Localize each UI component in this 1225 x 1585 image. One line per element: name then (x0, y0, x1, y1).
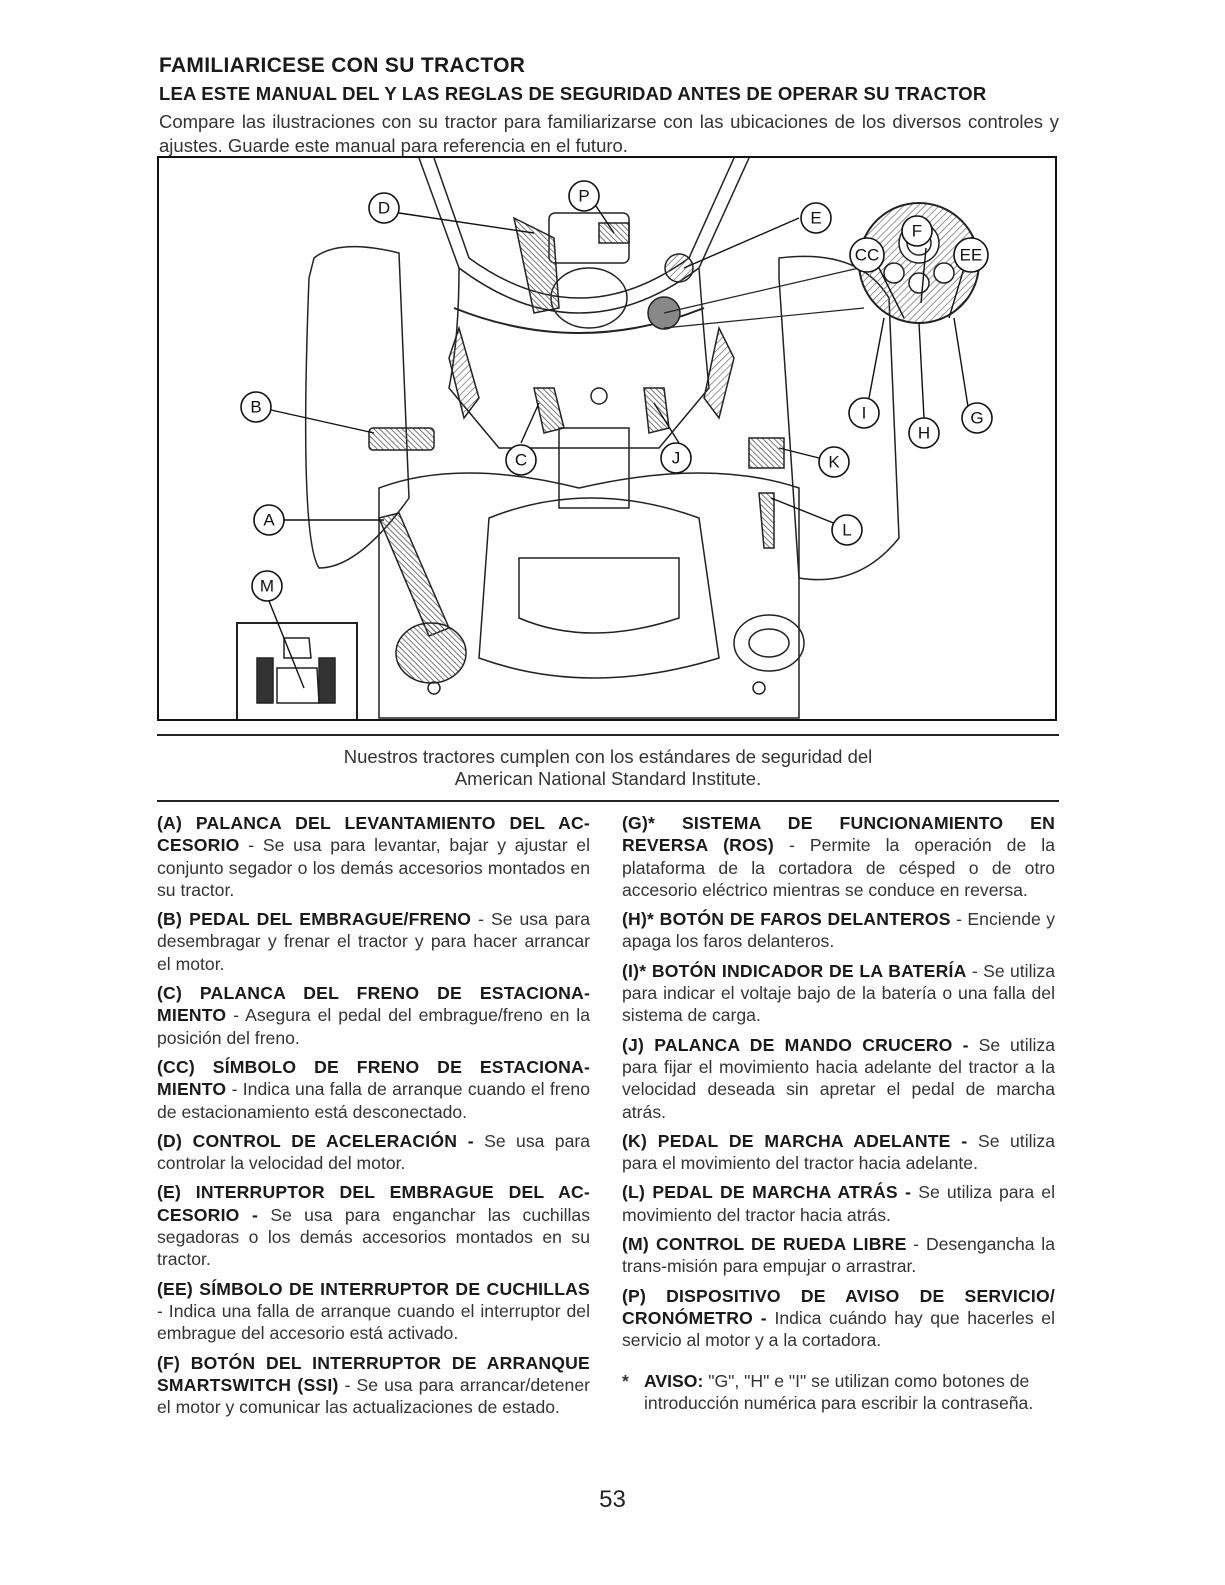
note-asterisk: * (622, 1370, 629, 1391)
svg-text:L: L (842, 520, 852, 540)
entry-a: (A) PALANCA DEL LEVANTAMIENTO DEL AC-CESORIO - Se usa para levantar, bajar y ajustar el conjunto segador o los demás accesorios montados en su tractor. (157, 813, 590, 900)
right-column (622, 812, 1055, 1414)
callout-i (849, 398, 879, 428)
svg-text:H: H (917, 423, 931, 443)
callout-e (801, 203, 831, 233)
callout-p (569, 181, 599, 211)
callout-b (241, 392, 271, 422)
entry-cc: (CC) SÍMBOLO DE FRENO DE ESTACIONA-MIENTO - Indica una falla de arranque cuando el freno de estacionamiento está desconectado. (157, 1056, 590, 1122)
caption-bottom-rule (157, 800, 1059, 802)
entry-e: (E) INTERRUPTOR DEL EMBRAGUE DEL AC-CESORIO - Se usa para enganchar las cuchillas segadoras o los demás accesorios montados en su tractor. (157, 1182, 591, 1270)
callout-g (962, 403, 992, 433)
callout-h (909, 418, 939, 448)
entry-g: (G)* SISTEMA DE FUNCIONAMIENTO EN REVERSA (ROS) - Permite la operación de la plataforma de la cortadora de césped o de otro accesorio eléctrico mientras se conduce en reversa. (622, 813, 1055, 900)
safety-standard-caption (157, 746, 1059, 790)
svg-text:M: M (259, 576, 275, 596)
entry-k: (K) PEDAL DE MARCHA ADELANTE - Se utiliza para el movimiento del tractor hacia adelante. (622, 1130, 1056, 1174)
entry-b: (B) PEDAL DEL EMBRAGUE/FRENO - Se usa para desembragar y frenar el tractor y para hacer arrancar el motor. (157, 909, 590, 974)
svg-text:B: B (250, 397, 262, 417)
callout-j (661, 443, 691, 473)
notice-note (622, 1370, 1055, 1415)
svg-text:EE: EE (959, 245, 983, 265)
left-column (157, 812, 590, 1425)
callout-d (369, 193, 399, 223)
callout-m (252, 571, 282, 601)
callout-cc (850, 238, 884, 272)
svg-text:D: D (377, 198, 391, 218)
callout-f (902, 216, 932, 246)
entry-d: (D) CONTROL DE ACELERACIÓN - Se usa para controlar la velocidad del motor. (157, 1130, 590, 1174)
entry-p: (P) DISPOSITIVO DE AVISO DE SERVICIO/ CRONÓMETRO - Indica cuándo hay que hacerles el servicio al motor y a la cortadora. (622, 1285, 1055, 1351)
callout-k (819, 447, 849, 477)
note-body: AVISO: "G", "H" e "I" se utilizan como botones de introducción numérica para escribir la contraseña. (644, 1370, 1034, 1413)
svg-text:P: P (578, 186, 590, 206)
callout-l (832, 515, 862, 545)
caption-top-rule (157, 734, 1059, 736)
entry-h: (H)* BOTÓN DE FAROS DELANTEROS - Enciende y apaga los faros delanteros. (622, 909, 1056, 952)
entry-ee: (EE) SÍMBOLO DE INTERRUPTOR DE CUCHILLAS - Indica una falla de arranque cuando el interruptor del embrague del accesorio está activado. (157, 1278, 590, 1344)
svg-text:F: F (911, 221, 923, 241)
svg-text:G: G (970, 408, 984, 428)
tractor-drawing (159, 158, 1057, 721)
svg-text:J: J (671, 448, 681, 468)
svg-text:C: C (514, 450, 528, 470)
callout-ee (954, 238, 988, 272)
figure-callouts (241, 181, 992, 601)
svg-text:E: E (810, 208, 822, 228)
tractor-controls-illustration (157, 156, 1057, 721)
caption-line-1: Nuestros tractores cumplen con los estándares de seguridad del (343, 746, 873, 767)
intro-paragraph: Compare las ilustraciones con su tractor para familiarizarse con las ubicaciones de los diversos controles y ajustes. Guarde este manual para referencia en el futuro. (159, 111, 1059, 156)
callout-a (254, 505, 284, 535)
page-title: FAMILIARICESE CON SU TRACTOR (159, 54, 526, 77)
entry-m: (M) CONTROL DE RUEDA LIBRE - Desengancha la trans-misión para empujar o arrastrar. (622, 1234, 1056, 1277)
svg-text:A: A (263, 510, 275, 530)
caption-line-2: American National Standard Institute. (454, 768, 762, 789)
svg-text:I: I (861, 403, 867, 423)
entry-l: (L) PEDAL DE MARCHA ATRÁS - Se utiliza para el movimiento del tractor hacia atrás. (622, 1182, 1055, 1225)
entry-j: (J) PALANCA DE MANDO CRUCERO - Se utiliza para fijar el movimiento hacia adelante del tractor a la velocidad deseada sin apretar el pedal de marcha atrás. (622, 1034, 1056, 1122)
entry-i: (I)* BOTÓN INDICADOR DE LA BATERÍA - Se utiliza para indicar el voltaje bajo de la batería o una falla del sistema de carga. (622, 960, 1055, 1026)
entry-c: (C) PALANCA DEL FRENO DE ESTACIONA-MIENTO - Asegura el pedal del embrague/freno en la posición del freno. (157, 983, 590, 1048)
page-subtitle: LEA ESTE MANUAL DEL Y LAS REGLAS DE SEGURIDAD ANTES DE OPERAR SU TRACTOR (159, 83, 987, 104)
svg-text:K: K (828, 452, 840, 472)
entry-f: (F) BOTÓN DEL INTERRUPTOR DE ARRANQUE SMARTSWITCH (SSI) - Se usa para arrancar/detener el motor y comunicar las actualizaciones de estado. (157, 1352, 590, 1418)
callout-c (506, 445, 536, 475)
svg-text:CC: CC (854, 245, 880, 265)
page-number: 53 (599, 1486, 626, 1513)
